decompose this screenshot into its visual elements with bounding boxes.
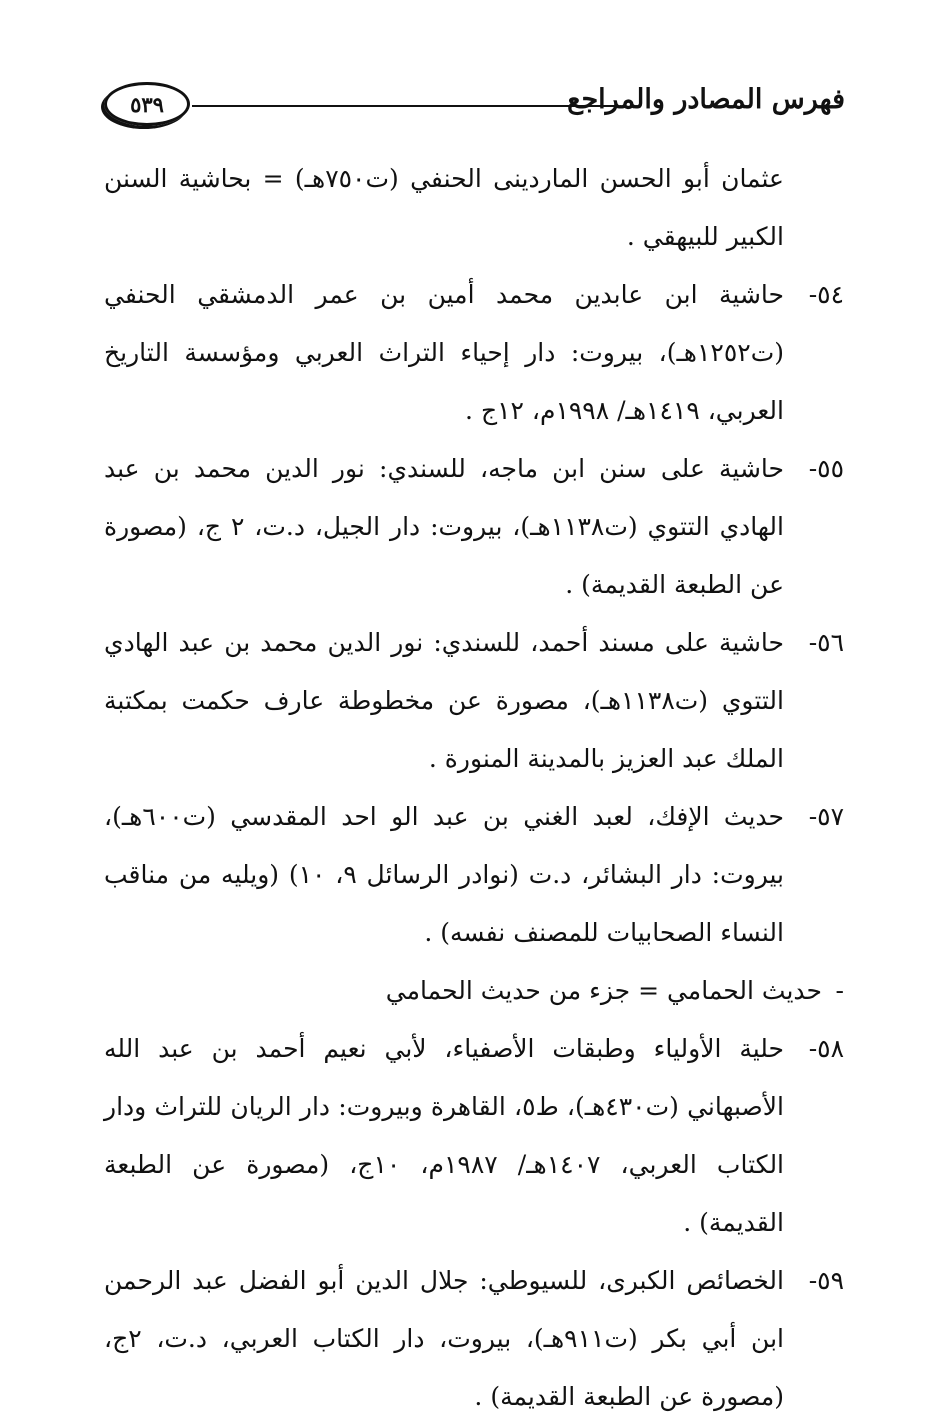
entry-number: ٥٤- (808, 280, 844, 309)
entry-number: ٥٩- (808, 1266, 844, 1295)
entry-text: حديث الحمامي = جزء من حديث الحمامي (385, 976, 822, 1005)
entry-text: حلية الأولياء وطبقات الأصفياء، لأبي نعيم أحمد بن عبد الله الأصبهاني (ت٤٣٠هـ)، ط٥، القاهرة وبيروت: دار الريان للتراث ودار الكتاب العربي، ١٤٠٧هـ/ ١٩٨٧م، ١٠ج، (مصورة عن الطبعة القديمة) . (104, 1034, 785, 1237)
list-item-cross-reference (104, 962, 844, 1020)
bibliography-list (104, 150, 844, 1426)
entry-text: حاشية على مسند أحمد، للسندي: نور الدين محمد بن عبد الهادي التتوي (ت١١٣٨هـ)، مصورة عن مخطوطة عارف حكمت بمكتبة الملك عبد العزيز بالمدينة المنورة . (104, 628, 784, 773)
page-number: ٥٣٩ (130, 91, 164, 117)
list-item-58 (104, 1020, 844, 1252)
page-number-badge (104, 82, 190, 126)
list-item-57 (104, 788, 844, 962)
list-item-59 (104, 1252, 844, 1426)
list-item-55 (104, 440, 844, 614)
entry-number: ٥٧- (808, 802, 844, 831)
entry-number: ٥٦- (808, 628, 844, 657)
entry-number: ٥٥- (808, 454, 844, 483)
entry-text: عثمان أبو الحسن الماردينى الحنفي (ت٧٥٠هـ) = بحاشية السنن الكبير للبيهقي . (104, 164, 784, 251)
running-title: فهرس المصادر والمراجع (567, 84, 845, 115)
entry-dash: - (835, 976, 844, 1005)
entry-text: حاشية ابن عابدين محمد أمين بن عمر الدمشقي الحنفي (ت١٢٥٢هـ)، بيروت: دار إحياء التراث العربي ومؤسسة التاريخ العربي، ١٤١٩هـ/ ١٩٩٨م، ١٢ج . (104, 280, 784, 425)
entry-number: ٥٨- (808, 1034, 844, 1063)
header-rule (192, 105, 617, 107)
entry-text: حاشية على سنن ابن ماجه، للسندي: نور الدين محمد بن عبد الهادي التتوي (ت١١٣٨هـ)، بيروت: دار الجيل، د.ت، ٢ ج، (مصورة عن الطبعة القديمة) . (104, 454, 784, 599)
list-item-54 (104, 266, 844, 440)
list-item-continuation (104, 150, 844, 266)
page-header (100, 78, 845, 128)
entry-text: الخصائص الكبرى، للسيوطي: جلال الدين أبو الفضل عبد الرحمن ابن أبي بكر (ت٩١١هـ)، بيروت، دار الكتاب العربي، د.ت، ٢ج، (مصورة عن الطبعة القديمة) . (104, 1266, 784, 1411)
list-item-56 (104, 614, 844, 788)
entry-text: حديث الإفك، لعبد الغني بن عبد الو احد المقدسي (ت٦٠٠هـ)، بيروت: دار البشائر، د.ت (نوادر الرسائل ٩، ١٠) (ويليه من مناقب النساء الصحابيات للمصنف نفسه) . (104, 802, 784, 947)
